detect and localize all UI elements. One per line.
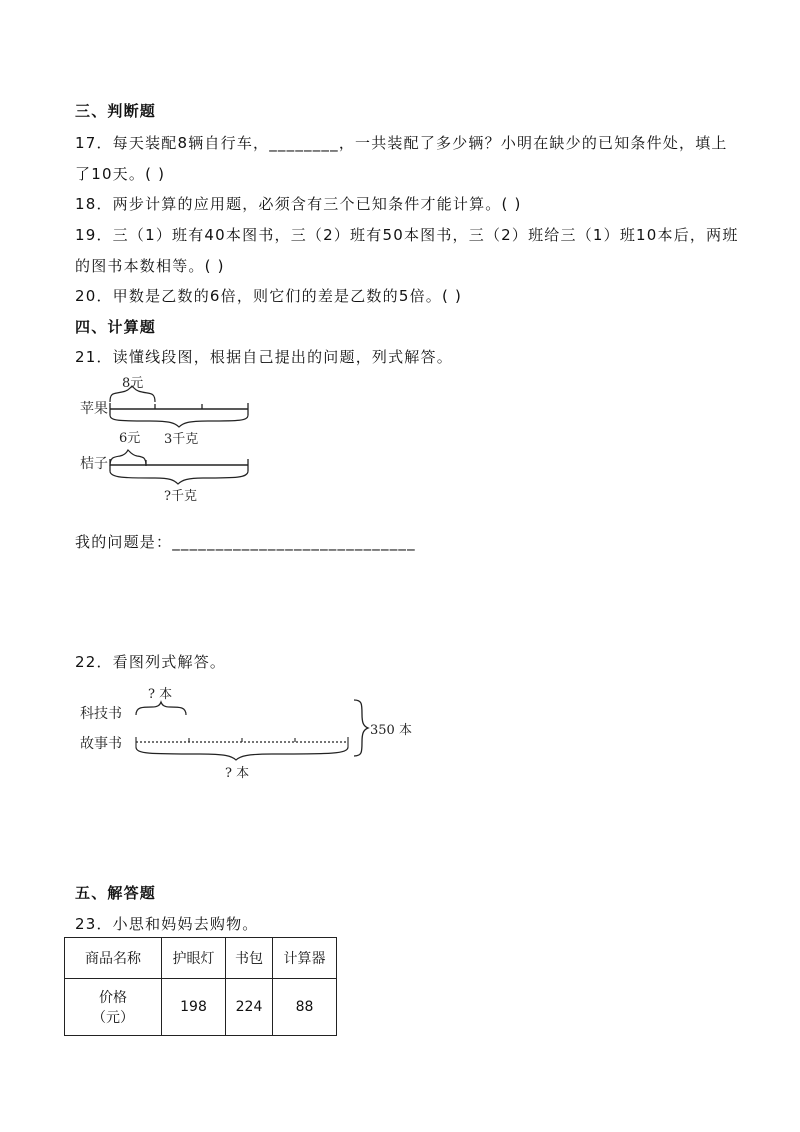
sci-book-label: 科技书 bbox=[80, 706, 122, 722]
price-unit-label: （元） bbox=[92, 1010, 134, 1026]
apple-total-label: 3千克 bbox=[164, 432, 199, 447]
question-23: 23．小思和妈妈去购物。 bbox=[75, 915, 259, 933]
apple-total-brace bbox=[110, 415, 248, 427]
sci-book-value: ? 本 bbox=[148, 687, 173, 702]
question-17-line-1: 17．每天装配8辆自行车，________，一共装配了多少辆？小明在缺少的已知条件处，填上 bbox=[75, 134, 728, 152]
apple-label: 苹果 bbox=[80, 401, 108, 417]
my-question-label: 我的问题是： bbox=[75, 533, 173, 551]
table-row-label bbox=[65, 979, 162, 1036]
total-brace bbox=[354, 700, 368, 756]
question-22: 22．看图列式解答。 bbox=[75, 653, 227, 671]
story-book-brace bbox=[136, 747, 348, 760]
orange-price-brace bbox=[110, 450, 146, 466]
segment-diagram-22 bbox=[70, 680, 430, 790]
section-4-title: 四、计算题 bbox=[75, 318, 157, 336]
segment-diagram-21 bbox=[70, 368, 270, 508]
story-book-value: ? 本 bbox=[225, 766, 250, 781]
price-table bbox=[64, 937, 337, 1036]
table-cell: 88 bbox=[273, 979, 337, 1036]
table-row bbox=[65, 979, 337, 1036]
question-18: 18．两步计算的应用题，必须含有三个已知条件才能计算。( ) bbox=[75, 195, 522, 213]
question-20: 20．甲数是乙数的6倍，则它们的差是乙数的5倍。( ) bbox=[75, 287, 463, 305]
sci-book-brace bbox=[136, 702, 186, 715]
total-label: 350 本 bbox=[370, 723, 412, 738]
price-label: 价格 bbox=[99, 990, 127, 1006]
table-cell: 198 bbox=[162, 979, 226, 1036]
question-17-line-2: 了10天。( ) bbox=[75, 165, 166, 183]
orange-total-brace bbox=[110, 471, 248, 484]
section-5-title: 五、解答题 bbox=[75, 884, 157, 902]
orange-price-label: 6元 bbox=[119, 431, 141, 446]
table-header-cell: 商品名称 bbox=[65, 938, 162, 979]
orange-total-label: ?千克 bbox=[164, 489, 197, 504]
question-19-line-1: 19．三（1）班有40本图书，三（2）班有50本图书，三（2）班给三（1）班10本后，两班 bbox=[75, 226, 739, 244]
section-3-title: 三、判断题 bbox=[75, 102, 157, 120]
table-cell: 224 bbox=[226, 979, 273, 1036]
table-header-cell: 护眼灯 bbox=[162, 938, 226, 979]
table-header-cell: 书包 bbox=[226, 938, 273, 979]
question-21: 21．读懂线段图，根据自己提出的问题，列式解答。 bbox=[75, 348, 453, 366]
apple-price-label: 8元 bbox=[122, 376, 144, 391]
my-question-line bbox=[75, 531, 416, 552]
table-header-cell: 计算器 bbox=[273, 938, 337, 979]
story-book-label: 故事书 bbox=[80, 736, 122, 752]
table-header-row bbox=[65, 938, 337, 979]
my-question-blank: ____________________________ bbox=[172, 533, 416, 551]
orange-label: 桔子 bbox=[80, 456, 108, 472]
question-19-line-2: 的图书本数相等。( ) bbox=[75, 257, 225, 275]
